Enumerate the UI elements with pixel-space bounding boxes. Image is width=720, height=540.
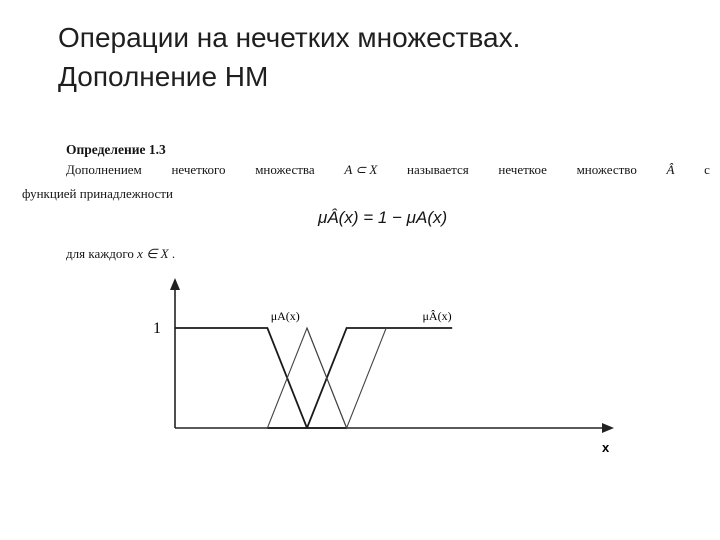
forall-math: x ∈ X	[137, 246, 169, 261]
definition-line-1	[66, 162, 710, 178]
word-s: с	[704, 162, 710, 177]
series-line-4	[307, 328, 386, 428]
forall-end: .	[171, 246, 176, 261]
series-label-mu-a-hat: μÂ(x)	[422, 309, 452, 323]
title-line-1: Операции на нечетких множествах.	[58, 22, 521, 53]
math-a-subset-x: A ⊂ X	[344, 162, 378, 177]
word-mnozhestva: множества	[255, 162, 315, 177]
series-line-1	[175, 328, 347, 428]
word-dopolneniem: Дополнением	[66, 162, 142, 177]
x-axis-label: x	[602, 440, 610, 455]
series-line-2	[267, 328, 452, 428]
title-line-2: Дополнение НМ	[58, 61, 269, 92]
y-tick-label-1: 1	[153, 320, 161, 337]
chart-axes	[170, 278, 614, 433]
word-nechetkogo: нечеткого	[171, 162, 226, 177]
membership-chart	[140, 258, 620, 458]
scanned-definition	[0, 128, 720, 468]
forall-text: для каждого	[66, 246, 134, 261]
slide-title	[58, 18, 698, 96]
x-axis-arrow	[602, 423, 614, 433]
word-mnozhestvo: множество	[576, 162, 637, 177]
definition-heading: Определение 1.3	[66, 142, 166, 157]
word-nechetkoe: нечеткое	[498, 162, 547, 177]
word-nazyvaetsya: называется	[407, 162, 469, 177]
membership-formula: μÂ(x) = 1 − μA(x)	[318, 208, 448, 227]
chart-marks	[175, 328, 452, 428]
series-line-3	[267, 328, 346, 428]
math-a-hat: Â	[666, 162, 675, 177]
chart-labels	[153, 309, 610, 455]
series-label-mu-a: μA(x)	[270, 309, 300, 323]
y-axis-arrow	[170, 278, 180, 290]
definition-line-2: функцией принадлежности	[22, 186, 173, 201]
